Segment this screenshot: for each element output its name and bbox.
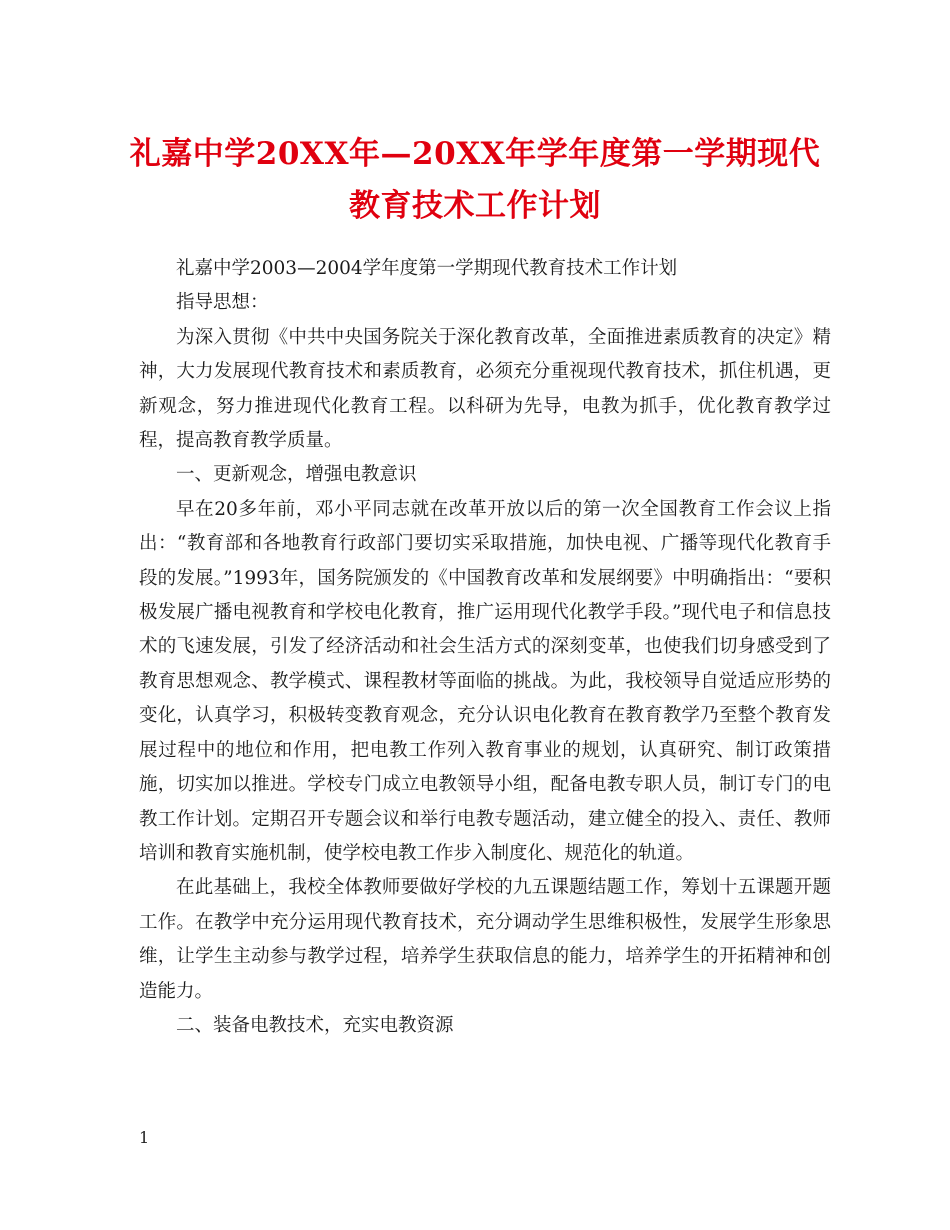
document-body (139, 252, 831, 1043)
paragraph-subtitle: 礼嘉中学2003—2004学年度第一学期现代教育技术工作计划 (176, 258, 678, 279)
paragraph-section-1-continued: 在此基础上，我校全体教师要做好学校的九五课题结题工作，筹划十五课题开题工作。在教学中充分运用现代教育技术，充分调动学生思维积极性，发展学生形象思维，让学生主动参与教学过程，培养学生获取信息的能力，培养学生的开拓精神和创造能力。 (139, 877, 831, 1002)
section-heading-2: 二、装备电教技术，充实电教资源 (176, 1014, 454, 1036)
paragraph-section-1-content: 早在20多年前，邓小平同志就在改革开放以后的第一次全国教育工作会议上指出：“教育部和各地教育行政部门要切实采取措施，加快电视、广播等现代化教育手段的发展。”1993年，国务院颁发的《中国教育改革和发展纲要》中明确指出：“要积极发展广播电视教育和学校电化教育，推广运用现代化教学手段。”现代电子和信息技术的飞速发展，引发了经济活动和社会生活方式的深刻变革，也使我们切身感受到了教育思想观念、教学模式、课程教材等面临的挑战。为此，我校领导自觉适应形势的变化，认真学习，积极转变教育观念，充分认识电化教育在教育教学乃至整个教育发展过程中的地位和作用，把电教工作列入教育事业的规划，认真研究、制订政策措施，切实加以推进。学校专门成立电教领导小组，配备电教专职人员，制订专门的电教工作计划。定期召开专题会议和举行电教专题活动，建立健全的投入、责任、教师培训和教育实施机制，使学校电教工作步入制度化、规范化的轨道。 (139, 498, 831, 864)
section-heading-1: 一、更新观念，增强电教意识 (176, 464, 417, 486)
paragraph-guiding-heading: 指导思想： (176, 292, 269, 314)
document-title: 礼嘉中学20XX年—20XX年学年度第一学期现代教育技术工作计划 (129, 136, 821, 224)
page-number: 1 (139, 1128, 150, 1147)
paragraph-guiding-content: 为深入贯彻《中共中央国务院关于深化教育改革，全面推进素质教育的决定》精神，大力发展现代教育技术和素质教育，必须充分重视现代教育技术，抓住机遇，更新观念，努力推进现代化教育工程。以科研为先导，电教为抓手，优化教育教学过程，提高教育教学质量。 (139, 326, 831, 452)
